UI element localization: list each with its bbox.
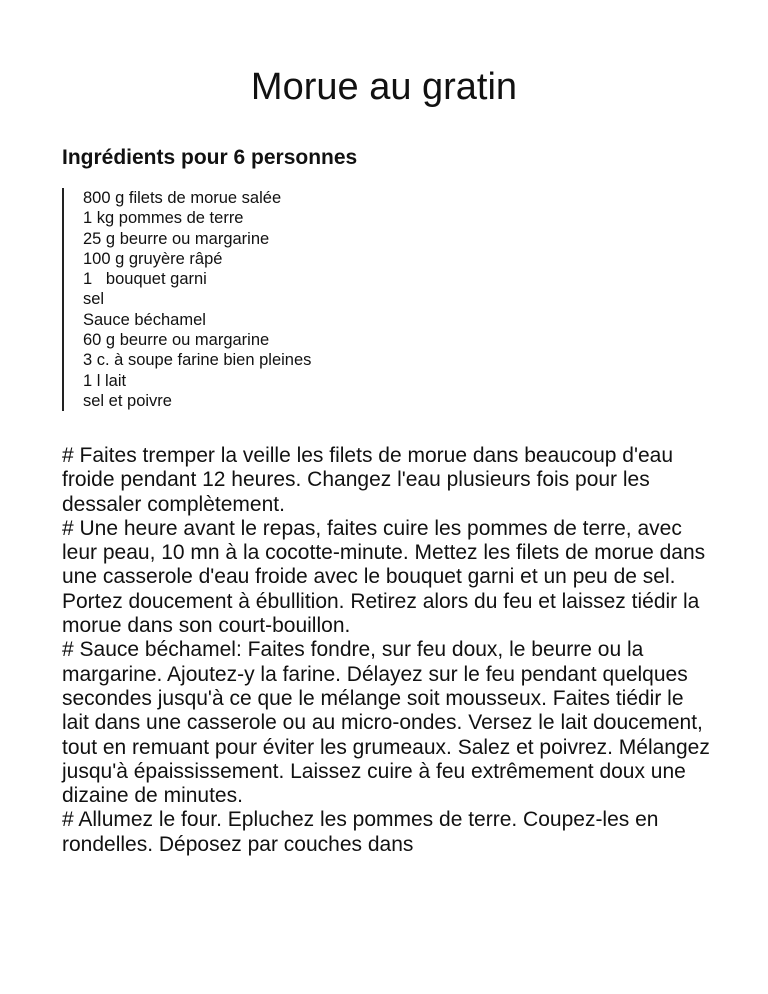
ingredient-item: 1 l lait <box>83 371 127 390</box>
ingredient-item: sel <box>83 290 105 309</box>
ingredient-item: 1 kg pommes de terre <box>83 209 244 228</box>
ingredient-item: Sauce béchamel <box>83 310 206 329</box>
instruction-step: # Une heure avant le repas, faites cuire les pommes de terre, avec leur peau, 10 mn à la cocotte-minute. Mettez les filets de morue dans une casserole d'eau froide avec le bouquet garni et un peu de sel. Portez doucement à ébullition. Retirez alors du feu et laissez tiédir la morue dans son court-bouillon. <box>62 516 706 638</box>
ingredient-item: 800 g filets de morue salée <box>83 189 282 207</box>
ingredient-item: sel et poivre <box>83 391 172 410</box>
instructions <box>62 444 712 857</box>
page-title: Morue au gratin <box>250 66 518 108</box>
ingredient-item: 1 bouquet garni <box>83 270 207 289</box>
ingredient-item: 100 g gruyère râpé <box>83 249 223 268</box>
ingredient-item: 25 g beurre ou margarine <box>83 229 270 248</box>
ingredients-heading: Ingrédients pour 6 personnes <box>62 146 358 169</box>
instruction-step: # Sauce béchamel: Faites fondre, sur feu doux, le beurre ou la margarine. Ajoutez-y la farine. Délayez sur le feu pendant quelques secondes jusqu'à ce que le mélange soit mousseux. Faites tiédir le lait dans une casserole ou au micro-ondes. Versez le lait doucement, tout en remuant pour éviter les grumeaux. Salez et poivrez. Mélangez jusqu'à épaississement. Laissez cuire à feu extrêmement doux une dizaine de minutes. <box>62 638 710 808</box>
instruction-step: # Allumez le four. Epluchez les pommes de terre. Coupez-les en rondelles. Déposez par couches dans <box>62 808 659 856</box>
instruction-step: # Faites tremper la veille les filets de morue dans beaucoup d'eau froide pendant 12 heures. Changez l'eau plusieurs fois pour les dessaler complètement. <box>62 444 674 516</box>
ingredient-item: 3 c. à soupe farine bien pleines <box>83 351 312 370</box>
ingredients-list <box>62 188 311 411</box>
ingredient-item: 60 g beurre ou margarine <box>83 331 270 350</box>
